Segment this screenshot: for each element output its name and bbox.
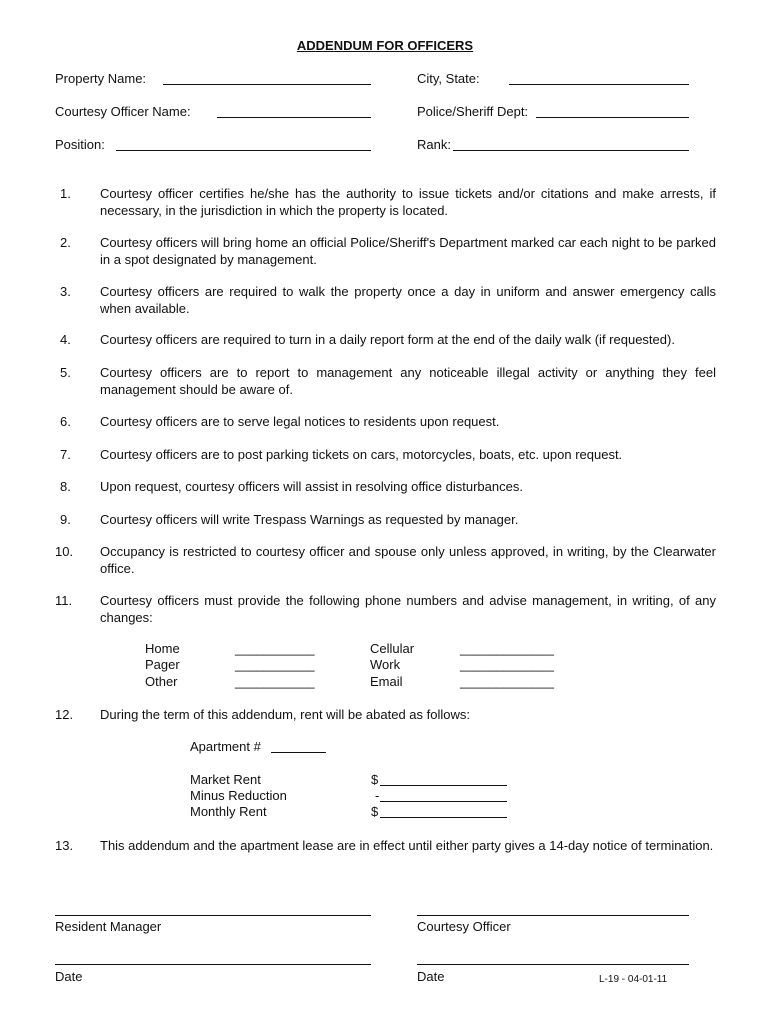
item-text: Courtesy officers are required to turn in a daily report form at the end of the daily walk (if requested).	[100, 332, 675, 347]
item-text: Courtesy officers are to report to management any noticeable illegal activity or anything they feel management should be aware of.	[100, 365, 716, 397]
dept-label: Police/Sheriff Dept:	[417, 104, 529, 119]
phone-work-field[interactable]: _____________	[460, 657, 554, 672]
officer-name-field[interactable]	[217, 117, 371, 118]
market-rent-label: Market Rent	[190, 772, 261, 787]
item-number: 6.	[60, 414, 71, 429]
city-state-field[interactable]	[509, 84, 689, 85]
item-number: 2.	[60, 235, 71, 250]
monthly-rent-field[interactable]	[380, 817, 507, 818]
dollar-sign: $	[371, 804, 379, 819]
item-number: 12.	[55, 707, 74, 722]
property-name-field[interactable]	[163, 84, 371, 85]
dollar-sign: $	[371, 772, 379, 787]
phone-home-label: Home	[145, 641, 180, 656]
minus-sign: -	[375, 788, 380, 803]
officer-name-label: Courtesy Officer Name:	[55, 104, 191, 119]
item-number: 1.	[60, 186, 71, 201]
phone-pager-label: Pager	[145, 657, 180, 672]
city-state-label: City, State:	[417, 71, 480, 86]
position-label: Position:	[55, 137, 105, 152]
item-text: Upon request, courtesy officers will assist in resolving office disturbances.	[100, 479, 523, 494]
phone-home-field[interactable]: ___________	[235, 641, 315, 656]
courtesy-officer-signature-line[interactable]	[417, 915, 689, 916]
item-number: 11.	[55, 593, 73, 608]
monthly-rent-label: Monthly Rent	[190, 804, 267, 819]
rank-label: Rank:	[417, 137, 451, 152]
item-number: 9.	[60, 512, 71, 527]
form-code: L-19 - 04-01-11	[599, 974, 668, 985]
item-number: 13.	[55, 838, 74, 853]
resident-manager-label: Resident Manager	[55, 919, 162, 934]
item-text: Courtesy officer certifies he/she has the authority to issue tickets and/or citations and make arrests, if necessary, in the jurisdiction in which the property is located.	[100, 186, 716, 218]
courtesy-officer-label: Courtesy Officer	[417, 919, 511, 934]
market-rent-field[interactable]	[380, 785, 507, 786]
item-text: Courtesy officers are to post parking tickets on cars, motorcycles, boats, etc. upon request.	[100, 447, 623, 462]
phone-email-field[interactable]: _____________	[460, 674, 554, 689]
item-text: Occupancy is restricted to courtesy officer and spouse only unless approved, in writing, by the Clearwater office.	[100, 544, 716, 576]
item-number: 4.	[60, 332, 71, 347]
minus-reduction-field[interactable]	[380, 801, 507, 802]
phone-pager-field[interactable]: ___________	[235, 657, 315, 672]
phone-cellular-label: Cellular	[370, 641, 415, 656]
item-text: Courtesy officers will write Trespass Warnings as requested by manager.	[100, 512, 519, 527]
phone-cellular-field[interactable]: _____________	[460, 641, 554, 656]
phone-other-field[interactable]: ___________	[235, 674, 315, 689]
page-title: ADDENDUM FOR OFFICERS	[296, 38, 474, 53]
item-number: 7.	[60, 447, 71, 462]
item-number: 3.	[60, 284, 71, 299]
property-name-label: Property Name:	[55, 71, 147, 86]
item-text: During the term of this addendum, rent will be abated as follows:	[100, 707, 470, 722]
apartment-field[interactable]	[271, 752, 326, 753]
item-text: This addendum and the apartment lease are in effect until either party gives a 14-day notice of termination.	[100, 838, 714, 853]
dept-field[interactable]	[536, 117, 689, 118]
position-field[interactable]	[116, 150, 371, 151]
item-number: 10.	[55, 544, 74, 559]
date-right-label: Date	[417, 969, 445, 984]
date-left-line[interactable]	[55, 964, 371, 965]
item-number: 8.	[60, 479, 71, 494]
item-number: 5.	[60, 365, 71, 380]
phone-work-label: Work	[370, 657, 401, 672]
date-left-label: Date	[55, 969, 83, 984]
date-right-line[interactable]	[417, 964, 689, 965]
item-text: Courtesy officers will bring home an official Police/Sheriff's Department marked car each night to be parked in a spot designated by management.	[100, 235, 716, 267]
phone-email-label: Email	[370, 674, 403, 689]
phone-other-label: Other	[145, 674, 178, 689]
item-text: Courtesy officers are to serve legal notices to residents upon request.	[100, 414, 500, 429]
apartment-label: Apartment #	[190, 739, 261, 754]
item-text: Courtesy officers are required to walk the property once a day in uniform and answer emergency calls when available.	[100, 284, 716, 316]
minus-reduction-label: Minus Reduction	[190, 788, 287, 803]
resident-manager-signature-line[interactable]	[55, 915, 371, 916]
item-text: Courtesy officers must provide the following phone numbers and advise management, in writing, of any changes:	[100, 593, 716, 625]
rank-field[interactable]	[453, 150, 689, 151]
